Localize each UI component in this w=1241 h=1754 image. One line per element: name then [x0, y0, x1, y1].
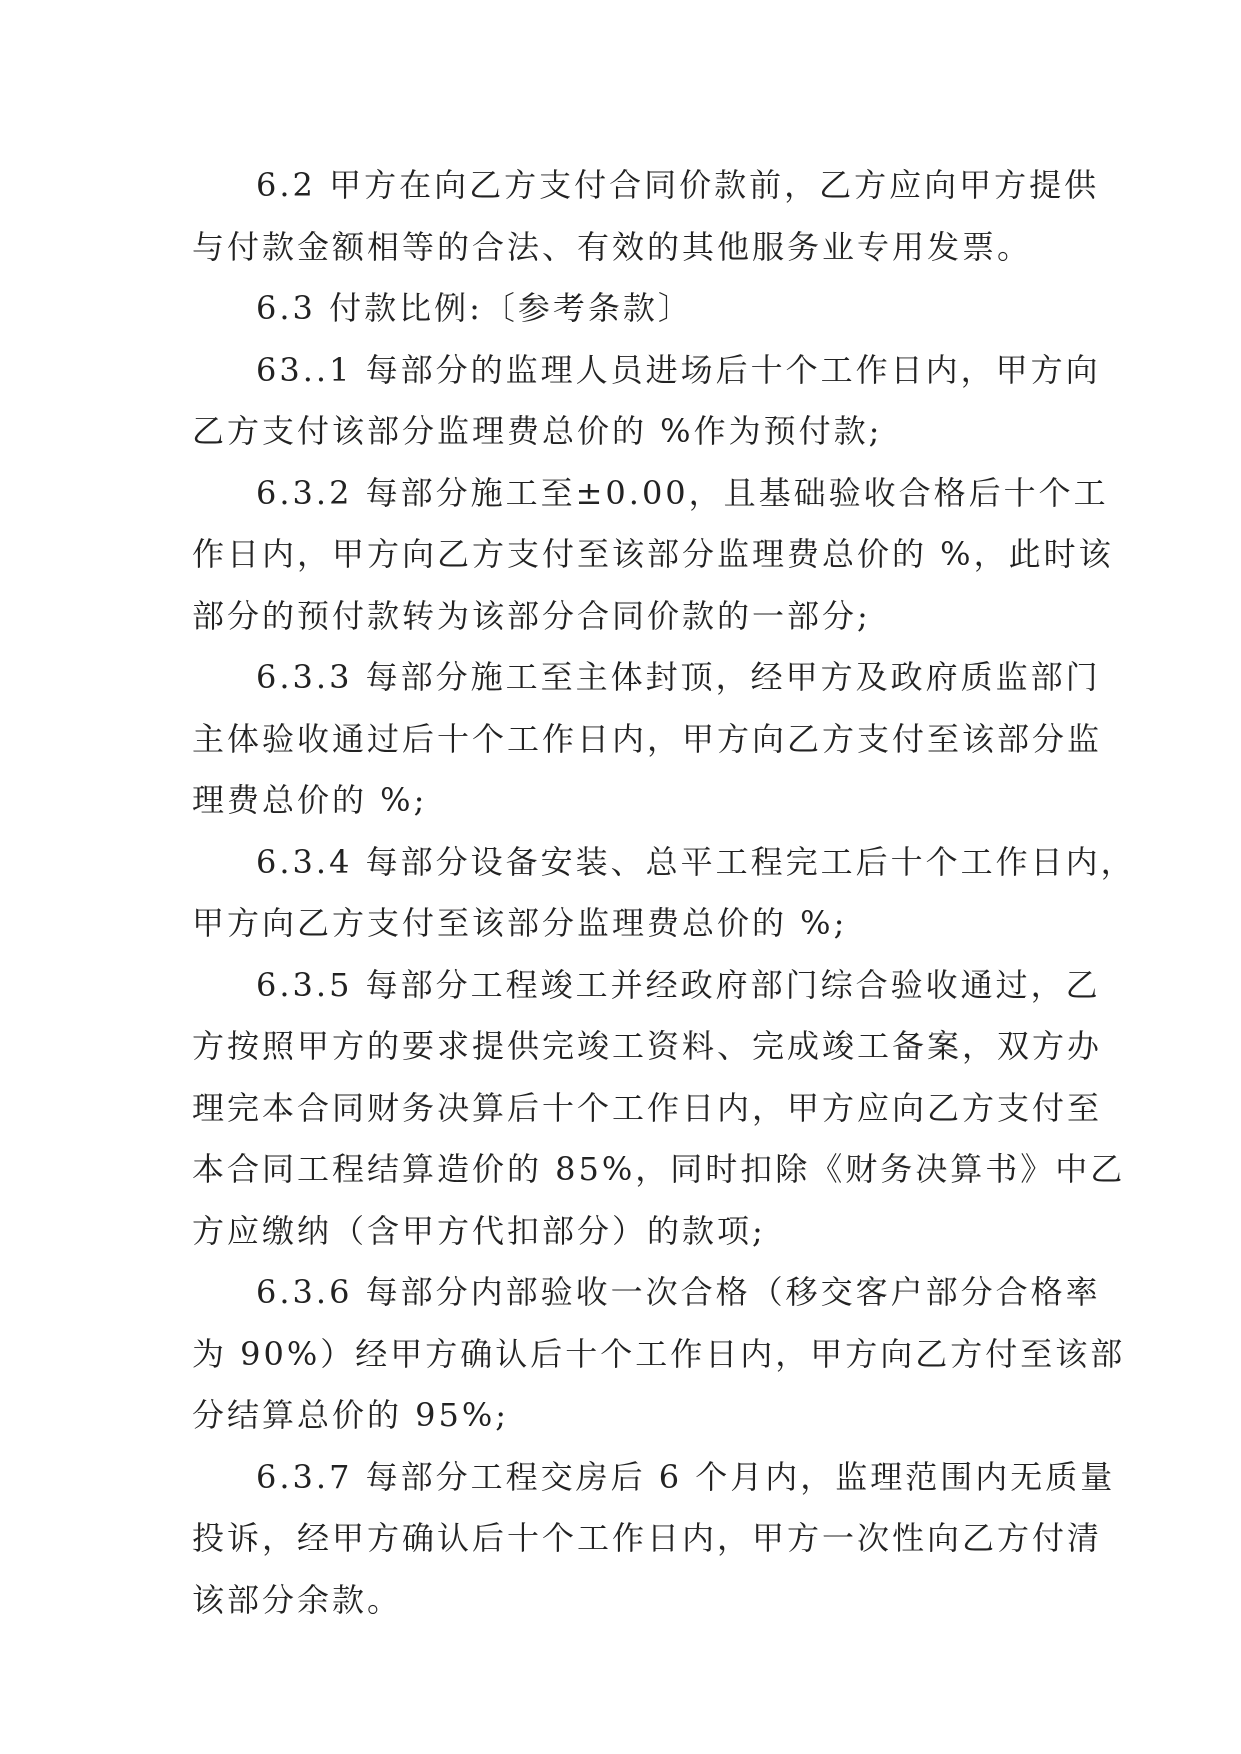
text-line: 6.3 付款比例:〔参考条款〕 — [256, 289, 693, 327]
text-line: 6.3.4 每部分设备安装、总平工程完工后十个工作日内， — [256, 842, 1136, 881]
clause-6-3-5 — [192, 955, 1126, 1263]
clause-6-3-1 — [192, 340, 1101, 463]
text-line: 分结算总价的 95%; — [192, 1396, 510, 1434]
clause-6-3-4 — [192, 832, 1136, 955]
clause-6-3 — [192, 278, 1068, 340]
text-line: 甲方向乙方支付至该部分监理费总价的 %; — [192, 904, 848, 942]
text-line: 该部分余款。 — [192, 1580, 403, 1619]
text-line: 63..1 每部分的监理人员进场后十个工作日内，甲方向 — [256, 350, 1101, 389]
text-line: 投诉，经甲方确认后十个工作日内，甲方一次性向乙方付清 — [192, 1519, 1103, 1557]
text-line: 乙方支付该部分监理费总价的 %作为预付款; — [192, 412, 883, 450]
text-line: 6.3.7 每部分工程交房后 6 个月内，监理范围内无质量 — [256, 1457, 1116, 1496]
clause-6-2 — [192, 155, 1100, 278]
clause-6-3-3 — [192, 647, 1103, 832]
text-line: 理完本合同财务决算后十个工作日内，甲方应向乙方支付至 — [192, 1088, 1103, 1127]
document-body — [192, 155, 1136, 1631]
text-line: 6.2 甲方在向乙方支付合同价款前，乙方应向甲方提供 — [256, 166, 1100, 204]
text-line: 主体验收通过后十个工作日内，甲方向乙方支付至该部分监 — [192, 719, 1103, 758]
text-line: 本合同工程结算造价的 85%，同时扣除《财务决算书》中乙 — [192, 1150, 1126, 1188]
clause-6-3-7 — [192, 1447, 1116, 1632]
text-line: 6.3.6 每部分内部验收一次合格（移交客户部分合格率 — [256, 1273, 1101, 1311]
text-line: 方应缴纳（含甲方代扣部分）的款项; — [192, 1211, 766, 1250]
text-line: 6.3.3 每部分施工至主体封顶，经甲方及政府质监部门 — [256, 658, 1101, 696]
text-line: 6.3.2 每部分施工至±0.00，且基础验收合格后十个工 — [256, 473, 1109, 512]
text-line: 为 90%）经甲方确认后十个工作日内，甲方向乙方付至该部 — [192, 1334, 1126, 1373]
text-line: 作日内，甲方向乙方支付至该部分监理费总价的 %，此时该 — [192, 535, 1114, 573]
text-line: 部分的预付款转为该部分合同价款的一部分; — [192, 596, 871, 635]
clause-6-3-2 — [192, 463, 1114, 648]
text-line: 方按照甲方的要求提供完竣工资料、完成竣工备案，双方办 — [192, 1027, 1103, 1065]
text-line: 6.3.5 每部分工程竣工并经政府部门综合验收通过，乙 — [256, 965, 1101, 1004]
clause-6-3-6 — [192, 1262, 1126, 1447]
text-line: 与付款金额相等的合法、有效的其他服务业专用发票。 — [192, 227, 1033, 266]
text-line: 理费总价的 %; — [192, 781, 428, 819]
